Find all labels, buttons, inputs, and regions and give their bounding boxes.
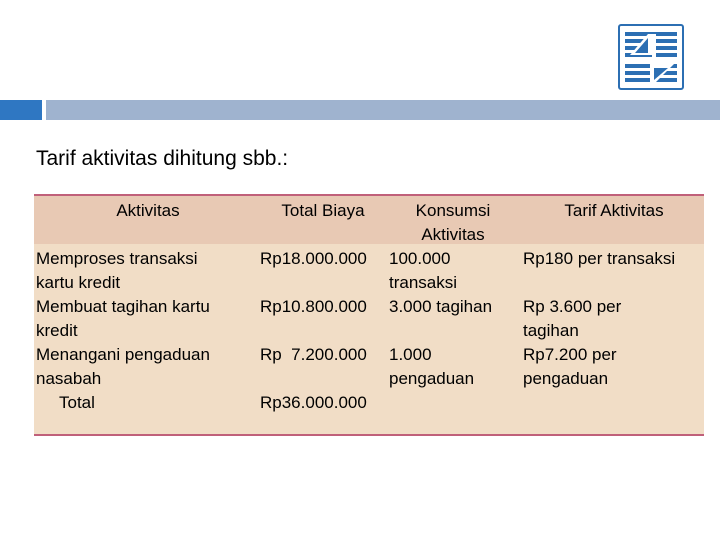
- header-activity: Aktivitas: [116, 201, 180, 220]
- row-3-activity: Menangani pengaduan nasabah: [36, 345, 210, 388]
- header-activity-rate: Tarif Aktivitas: [564, 201, 664, 220]
- row-2-rate: Rp 3.600 per tagihan: [523, 297, 622, 340]
- accent-bar-left: [0, 100, 42, 120]
- header-total-cost: Total Biaya: [281, 201, 365, 220]
- row-1-activity: Memproses transaksi kartu kredit: [36, 249, 198, 292]
- row-1-total-cost: Rp18.000.000: [260, 249, 367, 268]
- row-3-consumption: 1.000 pengaduan: [389, 345, 475, 388]
- row-2-activity: Membuat tagihan kartu kredit: [36, 297, 210, 340]
- row-2-consumption: 3.000 tagihan: [389, 297, 493, 316]
- slide-title: Tarif aktivitas dihitung sbb.:: [36, 147, 289, 170]
- total-cost: Rp36.000.000: [260, 393, 367, 412]
- header-activity-consumption: Konsumsi Aktivitas: [415, 201, 491, 244]
- az-logo-icon: [618, 24, 684, 90]
- activity-rate-table: [34, 194, 704, 436]
- row-3-rate: Rp7.200 per pengaduan: [523, 345, 617, 388]
- row-1-rate: Rp180 per transaksi: [523, 249, 676, 268]
- row-2-total-cost: Rp10.800.000: [260, 297, 367, 316]
- row-1-consumption: 100.000 transaksi: [389, 249, 458, 292]
- accent-bar-right: [46, 100, 720, 120]
- row-3-total-cost: Rp 7.200.000: [260, 345, 367, 364]
- total-label: Total: [59, 393, 95, 412]
